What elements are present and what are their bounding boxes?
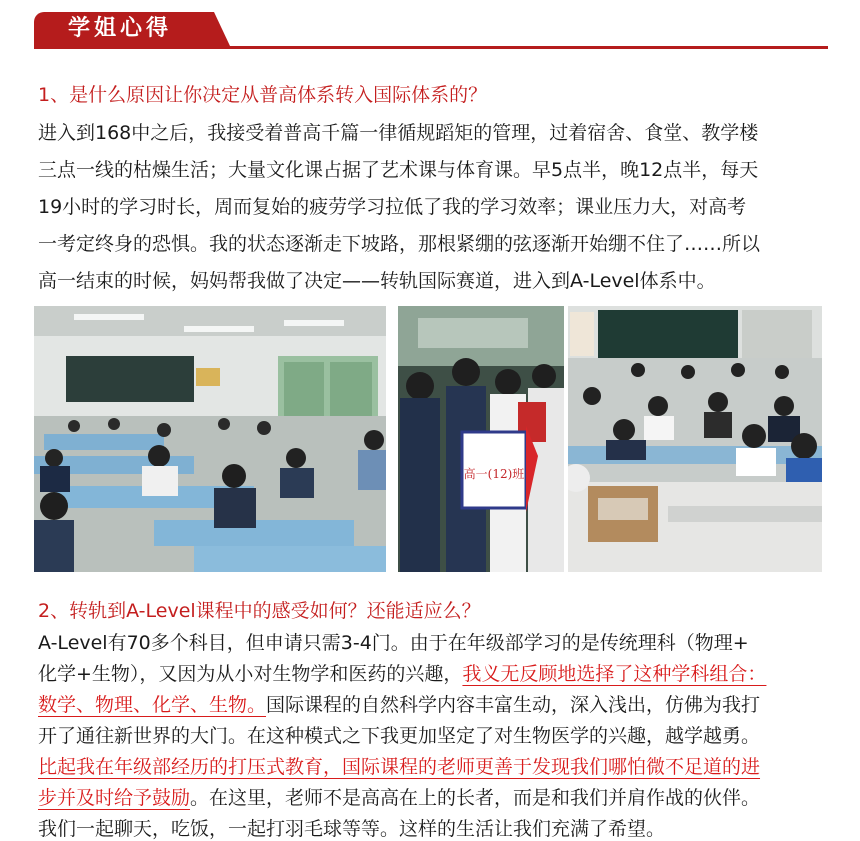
q2-line-3-text: 国际课程的自然科学内容丰富生动，深入浅出，仿佛为我打 xyxy=(266,694,761,716)
q1-line-3: 19小时的学习时长，周而复始的疲劳学习拉低了我的学习效率；课业压力大，对高考 xyxy=(38,196,747,218)
header-rule xyxy=(34,46,828,49)
section-title: 学姐心得 xyxy=(34,12,214,46)
q2-line-5 xyxy=(38,752,760,779)
q2-highlight-2: 数学、物理、化学、生物。 xyxy=(38,694,267,716)
q2-highlight-4: 步并及时给予鼓励 xyxy=(38,787,191,809)
question-2: 2、转轨到A-Level课程中的感受如何？还能适应么？ xyxy=(38,600,481,622)
q2-line-2-text: 化学+生物），又因为从小对生物学和医药的兴趣， xyxy=(38,663,463,685)
q2-line-6 xyxy=(38,783,760,810)
q1-line-2: 三点一线的枯燥生活；大量文化课占据了艺术课与体育课。早5点半，晚12点半，每天 xyxy=(38,159,759,181)
q1-line-4: 一考定终身的恐惧。我的状态逐渐走下坡路，那根紧绷的弦逐渐开始绷不住了……所以 xyxy=(38,233,761,255)
question-1: 1、是什么原因让你决定从普高体系转入国际体系的？ xyxy=(38,84,488,106)
q2-line-2 xyxy=(38,659,766,686)
section-header xyxy=(34,12,828,52)
classroom-photo-2 xyxy=(568,306,822,572)
q1-line-1: 进入到168中之后，我接受着普高千篇一律循规蹈矩的管理，过着宿舍、食堂、教学楼 xyxy=(38,122,759,144)
q2-line-6-text: 。在这里，老师不是高高在上的长者，而是和我们并肩作战的伙伴。 xyxy=(190,787,761,809)
q2-line-1: A-Level有70多个科目，但申请只需3-4门。由于在年级部学习的是传统理科（物理+ xyxy=(38,632,749,654)
q2-highlight-1: 我义无反顾地选择了这种学科组合： xyxy=(462,663,767,685)
q2-line-3 xyxy=(38,690,760,717)
q2-line-7: 我们一起聊天，吃饭，一起打羽毛球等等。这样的生活让我们充满了希望。 xyxy=(38,818,666,840)
q1-line-5: 高一结束的时候，妈妈帮我做了决定——转轨国际赛道，进入到A-Level体系中。 xyxy=(38,270,716,292)
classroom-photo-1 xyxy=(34,306,386,572)
class-sign-text: 高一(12)班 xyxy=(463,467,525,481)
class-group-photo xyxy=(398,306,564,572)
q2-highlight-3: 比起我在年级部经历的打压式教育，国际课程的老师更善于发现我们哪怕微不足道的进 xyxy=(38,756,761,778)
q2-line-4: 开了通往新世界的大门。在这种模式之下我更加坚定了对生物医学的兴趣，越学越勇。 xyxy=(38,725,761,747)
